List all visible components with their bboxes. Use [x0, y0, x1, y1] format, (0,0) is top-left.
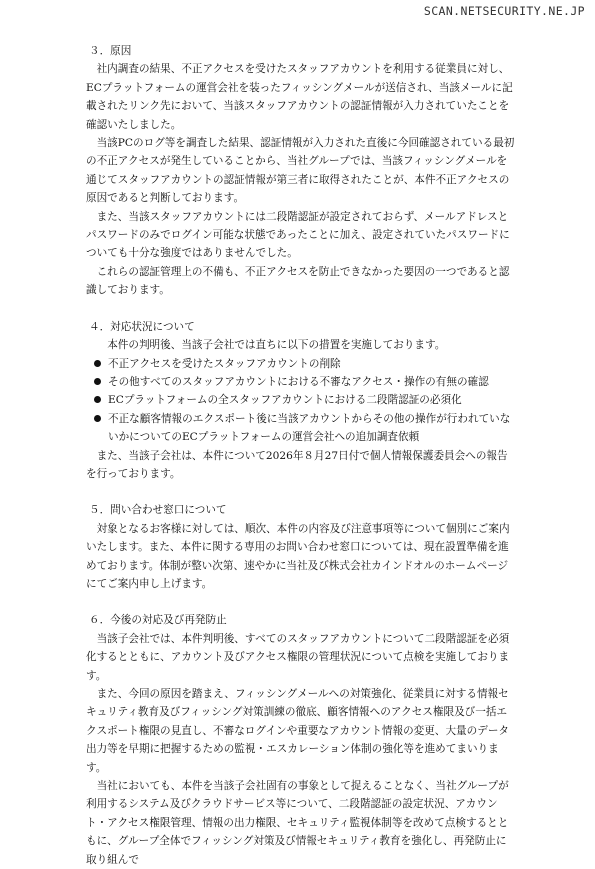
- paragraph: 本件の判明後、当該子会社では直ちに以下の措置を実施しております。: [107, 339, 446, 352]
- list-item-text: 不正な顧客情報のエクスポート後に当該アカウントからその他の操作が行われていないかについてのECプラットフォームの運営会社への追加調査依頼: [108, 412, 511, 444]
- section-contact: [86, 501, 516, 593]
- watermark: SCAN.NETSECURITY.NE.JP: [423, 4, 585, 18]
- section-heading: ５．問い合わせ窓口について: [89, 504, 227, 517]
- paragraph: また、当該スタッフアカウントには二段階認証が設定されておらず、メールアドレスとパスワードのみでログイン可能な状態であったことに加え、設定されていたパスワードについても十分な強度ではありませんでした。: [86, 210, 510, 260]
- paragraph: 当社においても、本件を当該子会社固有の事象として捉えることなく、当社グループが利用するシステム及びクラウドサービス等について、二段階認証の設定状況、アカウント・アクセス権限管理、情報の出力権限、セキュリティ監視体制等を改めて点検するとともに、グループ全体でフィッシング対策及び情報セキュリティ教育を強化し、再発防止に取り組んで: [86, 780, 509, 866]
- document-body: [86, 42, 516, 869]
- paragraph: これらの認証管理上の不備も、不正アクセスを防止できなかった要因の一つであると認識しております。: [86, 265, 510, 297]
- list-item-text: ECプラットフォームの全スタッフアカウントにおける二段階認証の必須化: [108, 394, 462, 407]
- paragraph: 対象となるお客様に対しては、順次、本件の内容及び注意事項等について個別にご案内いたします。また、本件に関する専用のお問い合わせ窓口については、現在設置準備を進めております。体制が整い次第、速やかに当社及び株式会社カインドオルのホームページにてご案内申し上げます。: [86, 522, 510, 590]
- measures-list: [86, 355, 516, 447]
- section-response: [86, 318, 516, 484]
- bullet-icon: [94, 360, 101, 367]
- section-heading: ３．原因: [89, 45, 132, 57]
- spacer: [86, 300, 516, 318]
- list-item: [86, 355, 516, 373]
- paragraph: 当該PCのログ等を調査した結果、認証情報が入力された直後に今回確認されている最初の不正アクセスが発生していることから、当社グループでは、当該フィッシングメールを通じてスタッフアカウントの認証情報が第三者に取得されたことが、本件不正アクセスの原因であると判断しております。: [86, 137, 515, 205]
- section-heading: ４．対応状況について: [89, 320, 195, 333]
- list-item: [86, 391, 516, 409]
- list-item-text: 不正アクセスを受けたスタッフアカウントの削除: [108, 357, 341, 370]
- section-cause: [86, 42, 516, 300]
- bullet-icon: [94, 396, 101, 403]
- paragraph: また、今回の原因を踏まえ、フィッシングメールへの対策強化、従業員に対する情報セキュリティ教育及びフィッシング対策訓練の徹底、顧客情報へのアクセス権限及び一括エクスポート権限の見直し、不審なログインや重要なアカウント情報の変更、大量のデータ出力等を早期に把握するための監視・エスカレーション体制の強化等を進めてまいります。: [86, 688, 510, 774]
- list-item: [86, 373, 516, 391]
- section-prevention: [86, 611, 516, 869]
- bullet-icon: [94, 415, 101, 422]
- list-item-text: その他すべてのスタッフアカウントにおける不審なアクセス・操作の有無の確認: [108, 375, 489, 388]
- spacer: [86, 483, 516, 501]
- paragraph: 当該子会社では、本件判明後、すべてのスタッフアカウントについて二段階認証を必須化するとともに、アカウント及びアクセス権限の管理状況について点検を実施しております。: [86, 632, 510, 682]
- paragraph: 社内調査の結果、不正アクセスを受けたスタッフアカウントを利用する従業員に対し、ECプラットフォームの運営会社を装ったフィッシングメールが送信され、当該メールに記載されたリンク先において、当該スタッフアカウントの認証情報が入力されていたことを確認いたしました。: [86, 63, 513, 131]
- list-item: [86, 410, 516, 447]
- section-heading: ６．今後の対応及び再発防止: [89, 614, 227, 627]
- spacer: [86, 593, 516, 611]
- bullet-icon: [94, 378, 101, 385]
- paragraph: また、当該子会社は、本件について2026年８月27日付で個人情報保護委員会への報告を行っております。: [86, 449, 508, 480]
